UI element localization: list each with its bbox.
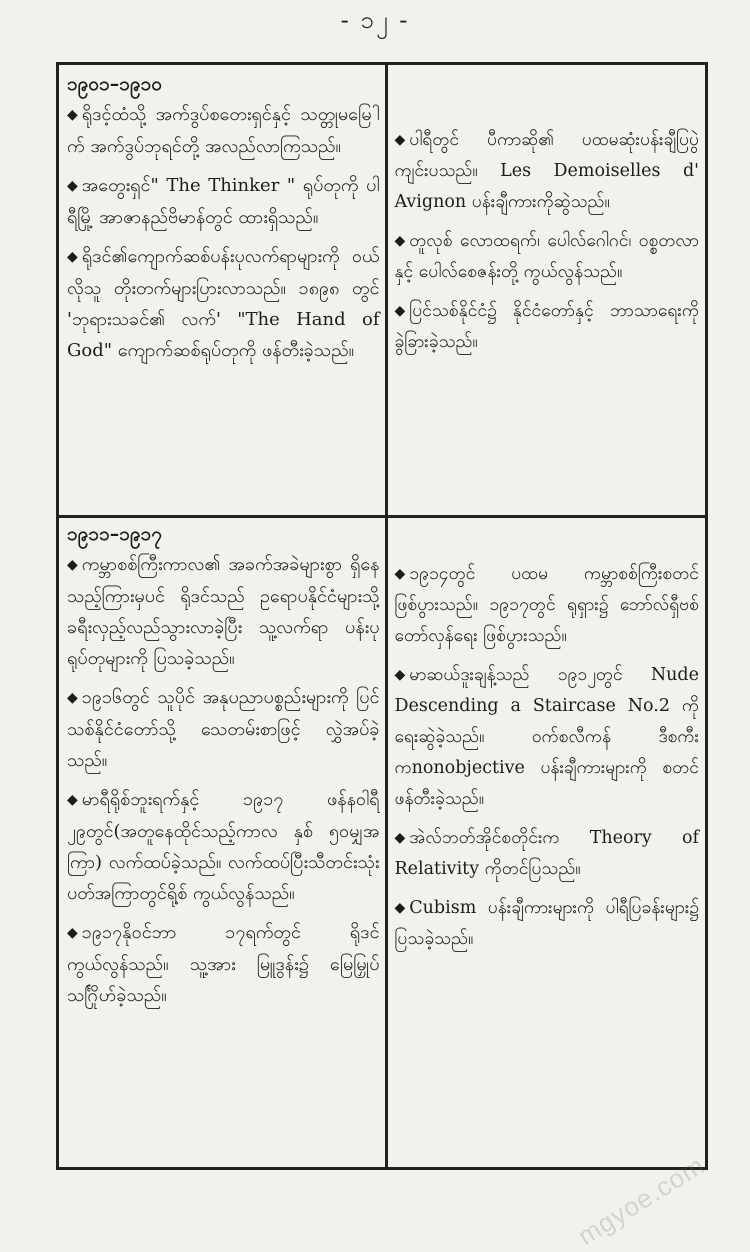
list-item: ◆ ရိုဒင့်ထံသို့ အက်ဒွပ်စတေးရှင်နှင့် သတ္တုမမြေါက် အက်ဒွပ်ဘုရင်တို့ အလည်လာကြသည်။ (67, 99, 379, 162)
diamond-bullet-icon: ◆ (67, 557, 78, 573)
diamond-bullet-icon: ◆ (394, 132, 406, 148)
list-item: ◆ ၁၉၁၆တွင် သူပိုင် အနုပညာပစ္စည်းများကို ပြင်သစ်နိုင်ငံတော်သို့ သေတမ်းစာဖြင့် လွှဲအပ်ခဲ့သည်။ (67, 682, 379, 776)
diamond-bullet-icon: ◆ (67, 178, 78, 194)
timeline-table (56, 62, 708, 1170)
diamond-bullet-icon: ◆ (394, 303, 406, 319)
list-item: ◆ ရိုဒင်၏ကျောက်ဆစ်ပန်းပုလက်ရာများကို ဝယ်လိုသူ တိုးတက်များပြားလာသည်။ ၁၈၉၈ တွင် 'ဘုရားသခင်၏ လက်' "The Hand of God" ကျောက်ဆစ်ရုပ်တုကို ဖန်တီးခဲ့သည်။ (67, 241, 379, 366)
diamond-bullet-icon: ◆ (67, 792, 78, 808)
list-item: ◆ အတွေးရှင်" The Thinker " ရုပ်တုကို ပါရီမြို့ အာဇာနည်ဗိမာန်တွင် ထားရှိသည်။ (67, 170, 379, 233)
page-number: - ၁၂ - (340, 6, 410, 34)
table-row-1901-1910 (59, 65, 705, 518)
list-item: ◆ ပြင်သစ်နိုင်ငံ၌ နိုင်ငံတော်နှင့် ဘာသာရေးကိုခွဲခြားခဲ့သည်။ (394, 296, 699, 358)
diamond-bullet-icon: ◆ (394, 900, 406, 916)
table-row-1911-1917 (59, 515, 705, 1167)
right-cell-1911-1917 (388, 515, 705, 1167)
right-cell-1901-1910 (388, 65, 705, 515)
diamond-bullet-icon: ◆ (394, 667, 406, 683)
list-item: ◆ ကမ္ဘာစစ်ကြီးကာလ၏ အခက်အခဲများစွာ ရှိနေသည့်ကြားမှပင် ရိုဒင်သည် ဥရောပနိုင်ငံများသို့ ခရီးလှည့်လည်သွားလာခဲ့ပြီး သူ့လက်ရာ ပန်းပုရုပ်တုများကို ပြသခဲ့သည်။ (67, 549, 379, 674)
left-cell-1911-1917 (59, 515, 388, 1167)
diamond-bullet-icon: ◆ (394, 233, 406, 249)
diamond-bullet-icon: ◆ (67, 107, 78, 123)
list-item: ◆ မာဆယ်ဒူးချန့်သည် ၁၉၁၂တွင် Nude Descending a Staircase No.2 ကိုရေးဆွဲခဲ့သည်။ ဝက်စလီကန် ဒီစကီးကnonobjective ပန်းချီကားများကို စတင်ဖန်တီးခဲ့သည်။ (394, 660, 699, 815)
diamond-bullet-icon: ◆ (67, 249, 78, 265)
watermark: mgyoe.com (571, 1149, 710, 1252)
period-heading: ၁၉၁၁–၁၉၁၇ (67, 523, 162, 545)
list-item: ◆ ၁၉၁၄တွင် ပထမ ကမ္ဘာစစ်ကြီးစတင်ဖြစ်ပွားသည်။ ၁၉၁၇တွင် ရုရှား၌ ဘော်လ်ရှီဗစ် တော်လှန်ရေး ဖြစ်ပွားသည်။ (394, 559, 699, 652)
diamond-bullet-icon: ◆ (67, 925, 78, 941)
list-item: ◆ မာရီရိုစ်ဘူးရက်နှင့် ၁၉၁၇ ဖန်နဝါရီ ၂၉တွင်(အတူနေထိုင်သည့်ကာလ နှစ် ၅၀မျှအကြာ) လက်ထပ်ခဲ့သည်။ လက်ထပ်ပြီးသီတင်းသုံးပတ်အကြာတွင်ရို့စ် ကွယ်လွန်သည်။ (67, 784, 379, 909)
list-item: ◆ ၁၉၁၇နိုဝင်ဘာ ၁၇ရက်တွင် ရိုဒင် ကွယ်လွန်သည်။ သူ့အား မြူဒွန်း၌ မြေမြှုပ်သင်္ဂြိုဟ်ခဲ့သည်။ (67, 917, 379, 1011)
list-item: ◆ တူလုစ် လောထရက်၊ ပေါလ်ဂေါဂင်၊ ဝစ္စတလာနှင့် ပေါလ်စေဇန်းတို့ ကွယ်လွန်သည်။ (394, 226, 699, 288)
list-item: ◆ အဲလ်ဘတ်အိုင်စတိုင်းက Theory of Relativity ကိုတင်ပြသည်။ (394, 823, 699, 885)
diamond-bullet-icon: ◆ (67, 690, 78, 706)
diamond-bullet-icon: ◆ (394, 566, 406, 582)
list-item: ◆ ပါရီတွင် ပီကာဆို၏ ပထမဆုံးပန်းချီပြပွဲကျင်းပသည်။ Les Demoiselles d' Avignon ပန်းချီကားကိုဆွဲသည်။ (394, 125, 699, 218)
list-item: ◆ Cubism ပန်းချီကားများကို ပါရီပြခန်းများ၌ ပြသခဲ့သည်။ (394, 893, 699, 955)
diamond-bullet-icon: ◆ (394, 830, 406, 846)
left-cell-1901-1910 (59, 65, 388, 515)
period-heading: ၁၉၀၁–၁၉၁၀ (67, 73, 162, 95)
